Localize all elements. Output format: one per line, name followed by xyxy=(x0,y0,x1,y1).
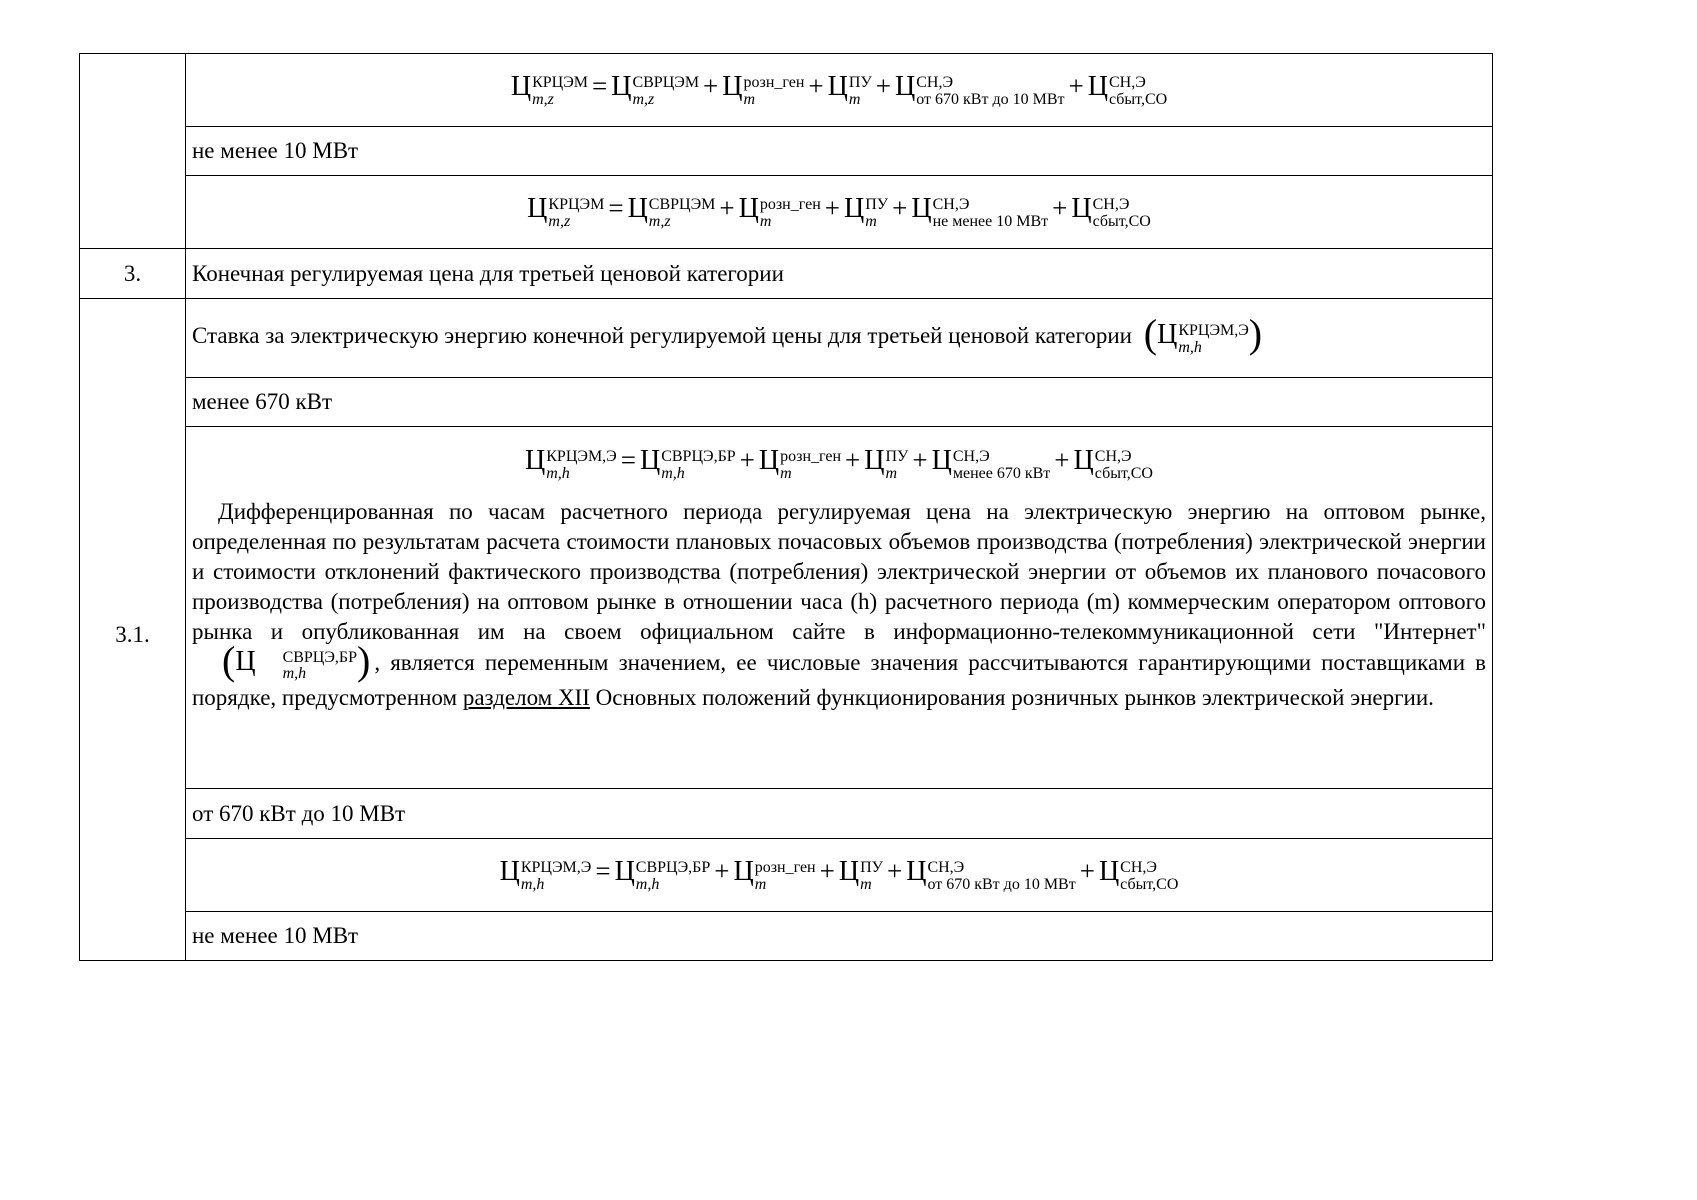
price-symbol: Ц xyxy=(1087,71,1108,103)
sup-sub xyxy=(521,860,591,894)
sup-sub xyxy=(755,860,816,894)
subsection-title-text: Ставка за электрическую энергию конечной регулируемой цены для третьей ценовой категории xyxy=(192,322,1132,348)
subsection-title xyxy=(186,299,1493,378)
price-symbol: Ц xyxy=(895,71,916,103)
price-symbol: Ц xyxy=(838,856,860,888)
table-row xyxy=(80,176,1493,249)
section-title: Конечная регулируемая цена для третьей ценовой категории xyxy=(186,249,1493,299)
price-symbol: Ц xyxy=(864,445,885,476)
range-label: менее 670 кВт xyxy=(186,378,1493,427)
formula-term xyxy=(759,445,841,483)
formula-term xyxy=(722,72,804,109)
sup-sub xyxy=(916,75,1064,109)
price-symbol: Ц xyxy=(722,71,743,103)
formula-term xyxy=(906,857,1075,894)
plus-sign: + xyxy=(703,71,719,102)
subscript: сбыт,СО xyxy=(1120,876,1179,893)
plus-sign: + xyxy=(845,445,861,475)
formula-term xyxy=(733,857,815,894)
superscript: СВРЦЭМ xyxy=(648,196,716,214)
superscript: КРЦЭМ,Э xyxy=(1178,321,1249,339)
subscript: от 670 кВт до 10 МВт xyxy=(916,91,1065,108)
table-row xyxy=(80,127,1493,176)
plus-sign: + xyxy=(808,71,824,102)
sup-sub xyxy=(760,197,821,231)
sup-sub xyxy=(849,75,872,109)
formula-term xyxy=(739,194,821,231)
price-symbol: Ц xyxy=(906,856,927,888)
subscript: m,h xyxy=(661,464,685,482)
price-symbol: Ц xyxy=(510,71,532,103)
sup-sub xyxy=(860,860,883,894)
superscript: СН,Э xyxy=(1120,859,1157,877)
superscript: ПУ xyxy=(885,448,909,465)
superscript: СН,Э xyxy=(927,859,965,877)
formula-expression xyxy=(525,445,1153,483)
superscript: СВРЦЭ,БР xyxy=(661,448,736,465)
plus-sign: + xyxy=(1052,193,1068,224)
superscript: ПУ xyxy=(865,196,889,214)
superscript: СН,Э xyxy=(1092,196,1130,214)
formula-term xyxy=(615,857,711,894)
sup-sub xyxy=(865,197,888,231)
document-table xyxy=(79,53,1493,961)
plus-sign: + xyxy=(1054,445,1070,475)
superscript: СН,Э xyxy=(1108,74,1146,92)
formula-term xyxy=(895,72,1064,109)
formula-term xyxy=(932,445,1051,483)
subscript: m,z xyxy=(548,213,571,230)
subscript: m,z xyxy=(632,91,655,108)
superscript: СВРЦЭ,БР xyxy=(635,859,711,877)
formula-row xyxy=(186,54,1493,127)
subscript: менее 670 кВт xyxy=(952,464,1051,482)
subscript: сбыт,СО xyxy=(1108,91,1168,108)
equals-sign: = xyxy=(595,856,611,887)
subscript: m,z xyxy=(648,213,671,230)
formula-term xyxy=(525,445,617,483)
superscript: розн_ген xyxy=(780,448,842,465)
subscript: от 670 кВт до 10 МВт xyxy=(927,876,1076,893)
formula-term xyxy=(500,857,592,894)
formula-term xyxy=(1071,194,1150,231)
superscript: розн_ген xyxy=(759,196,821,214)
plus-sign: + xyxy=(1079,856,1095,887)
range-label: от 670 кВт до 10 МВт xyxy=(186,789,1493,839)
sup-sub xyxy=(257,650,357,684)
superscript: розн_ген xyxy=(754,859,816,877)
subscript: m,z xyxy=(532,91,554,108)
price-symbol: Ц xyxy=(1073,445,1094,476)
superscript: СВРЦЭМ xyxy=(632,74,700,92)
plus-sign: + xyxy=(912,445,928,475)
price-symbol: Ц xyxy=(525,445,546,476)
equals-sign: = xyxy=(620,445,636,475)
title-symbol xyxy=(1143,310,1263,357)
sup-sub xyxy=(649,197,716,231)
table-row xyxy=(80,789,1493,839)
table-row xyxy=(80,912,1493,961)
equals-sign: = xyxy=(608,193,624,224)
section-link[interactable]: разделом XII xyxy=(462,685,590,711)
subscript: m xyxy=(885,464,898,482)
formula-term xyxy=(911,194,1048,231)
superscript: розн_ген xyxy=(743,74,805,92)
table-row xyxy=(80,427,1493,789)
subscript: m,h xyxy=(546,464,570,482)
price-symbol: Ц xyxy=(611,71,632,103)
sup-sub xyxy=(1093,197,1151,231)
formula-term xyxy=(1088,72,1167,109)
table-row xyxy=(80,839,1493,912)
sup-sub xyxy=(953,449,1050,483)
formula-expression xyxy=(500,856,1179,894)
sup-sub xyxy=(780,449,841,483)
price-symbol: Ц xyxy=(911,193,932,225)
description-text: Дифференцированная по часам расчетного периода регулируемая цена на электрическую энергию на оптовом рынке, определенная по результатам расчета стоимости плановых почасовых объемов производства (потребления) электрической энергии и стоимости отклонений фактического производства (потребления) электрической энергии от объемов их планового почасового производства (потребления) на оптовом рынке в отношении часа (h) расчетного периода (m) коммерческим оператором оптового рынка и опубликованная им на своем официальном сайте в информационно-телекоммуникационной сети "Интернет" xyxy=(192,498,1486,644)
superscript: СН,Э xyxy=(916,74,954,92)
superscript: СН,Э xyxy=(1094,448,1132,465)
superscript: СН,Э xyxy=(952,448,990,465)
inline-symbol xyxy=(196,637,371,684)
subscript: m xyxy=(865,213,877,230)
sup-sub xyxy=(636,860,710,894)
formula-term xyxy=(844,194,888,231)
price-symbol: Ц xyxy=(1071,193,1092,225)
subscript: не менее 10 МВт xyxy=(932,213,1049,230)
formula-term xyxy=(527,194,604,231)
description-paragraph xyxy=(192,497,1486,714)
price-symbol: Ц xyxy=(639,445,661,476)
sup-sub xyxy=(1120,860,1178,894)
sup-sub xyxy=(1178,323,1248,357)
subscript: m xyxy=(860,876,872,893)
price-symbol: Ц xyxy=(738,193,759,225)
row-number: 3. xyxy=(80,249,186,299)
price-symbol: Ц xyxy=(733,856,754,888)
price-symbol: Ц xyxy=(844,193,865,225)
subscript: сбыт,СО xyxy=(1092,213,1151,230)
subscript: сбыт,СО xyxy=(1094,464,1153,482)
sup-sub xyxy=(933,197,1049,231)
subscript: m xyxy=(780,464,792,482)
price-symbol: Ц xyxy=(235,645,256,677)
superscript: КРЦЭМ xyxy=(548,196,605,214)
row-number: 3.1. xyxy=(80,299,186,961)
price-symbol: Ц xyxy=(827,71,848,103)
price-symbol: Ц xyxy=(499,856,520,888)
plus-sign: + xyxy=(714,856,730,887)
subscript: m,h xyxy=(1178,338,1202,356)
sup-sub xyxy=(744,75,805,109)
price-symbol: Ц xyxy=(614,856,635,888)
right-paren: ) xyxy=(1248,310,1263,356)
formula-term xyxy=(628,194,716,231)
superscript: СВРЦЭ,БР xyxy=(282,648,358,666)
plus-sign: + xyxy=(886,856,903,887)
price-symbol: Ц xyxy=(1157,318,1178,350)
sup-sub xyxy=(1095,449,1153,483)
sup-sub xyxy=(548,197,604,231)
superscript: СН,Э xyxy=(932,196,970,214)
formula-and-description xyxy=(186,427,1493,789)
table-row xyxy=(80,54,1493,127)
row-number-cell-empty xyxy=(80,54,186,249)
subscript: m,h xyxy=(635,876,660,893)
formula-row xyxy=(186,176,1493,249)
sup-sub xyxy=(661,449,735,483)
table-row xyxy=(80,249,1493,299)
equals-sign: = xyxy=(591,71,608,102)
sup-sub xyxy=(886,449,909,483)
subscript: m,h xyxy=(282,665,307,683)
table-row xyxy=(80,299,1493,378)
plus-sign: + xyxy=(719,193,735,224)
description-text: Основных положений функционирования розничных рынков электрической энергии. xyxy=(595,685,1434,711)
plus-sign: + xyxy=(824,193,840,224)
price-symbol: Ц xyxy=(1098,856,1120,888)
plus-sign: + xyxy=(739,445,755,475)
superscript: ПУ xyxy=(848,74,872,92)
superscript: ПУ xyxy=(860,859,883,877)
price-symbol: Ц xyxy=(627,193,648,225)
superscript: КРЦЭМ xyxy=(532,74,588,92)
table-row xyxy=(80,378,1493,427)
subscript: m xyxy=(848,91,861,108)
sup-sub xyxy=(1109,75,1167,109)
formula-term xyxy=(1074,445,1153,483)
formula-term xyxy=(511,72,588,109)
sup-sub xyxy=(532,75,588,109)
formula-expression xyxy=(511,71,1167,109)
formula xyxy=(192,445,1486,483)
plus-sign: + xyxy=(1068,71,1084,102)
left-paren: ( xyxy=(1143,310,1158,356)
sup-sub xyxy=(546,449,616,483)
formula-term xyxy=(640,445,736,483)
subscript: m xyxy=(754,876,767,893)
formula-term xyxy=(611,72,699,109)
subscript: m xyxy=(743,91,756,108)
formula-expression xyxy=(527,193,1151,231)
formula-term xyxy=(864,445,908,483)
plus-sign: + xyxy=(819,856,835,887)
superscript: КРЦЭМ,Э xyxy=(546,448,617,465)
plus-sign: + xyxy=(875,71,892,102)
price-symbol: Ц xyxy=(527,193,548,225)
left-paren: ( xyxy=(222,637,236,683)
superscript: КРЦЭМ,Э xyxy=(520,859,592,877)
price-symbol: Ц xyxy=(758,445,780,476)
plus-sign: + xyxy=(892,193,908,224)
sup-sub xyxy=(632,75,699,109)
right-paren: ) xyxy=(357,637,371,683)
formula-term xyxy=(839,857,883,894)
price-symbol: Ц xyxy=(931,445,952,476)
formula-term xyxy=(828,72,872,109)
range-label: не менее 10 МВт xyxy=(186,912,1493,961)
formula-term xyxy=(1099,857,1178,894)
sup-sub xyxy=(927,860,1075,894)
subscript: m xyxy=(759,213,772,230)
formula-row xyxy=(186,839,1493,912)
range-label: не менее 10 МВт xyxy=(186,127,1493,176)
description-text: , является переменным значением, ее числовые значения рассчитываются гарантирующими поставщиками в порядке, предусмотренном xyxy=(192,649,1486,711)
subscript: m,h xyxy=(520,876,545,893)
